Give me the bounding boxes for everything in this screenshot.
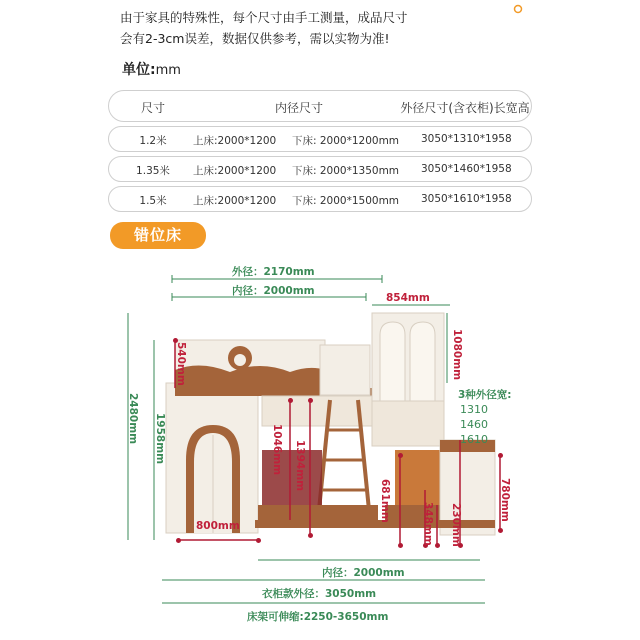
row-size: 1.2米 bbox=[139, 135, 167, 147]
header-outer: 外径尺寸(含衣柜)长宽高 bbox=[400, 101, 530, 115]
row-size: 1.35米 bbox=[136, 165, 170, 177]
measure-dot bbox=[435, 543, 440, 548]
dim-540: 540mm bbox=[175, 342, 187, 386]
unit-value: mm bbox=[155, 63, 181, 78]
note-line-1: 由于家具的特殊性，每个尺寸由手工测量，成品尺寸 bbox=[120, 10, 408, 25]
dim-cabinet-outer: 衣柜款外径：3050mm bbox=[262, 588, 377, 600]
row-outer: 3050*1610*1958 bbox=[421, 193, 512, 205]
row-outer: 3050*1460*1958 bbox=[421, 163, 512, 175]
measure-dot bbox=[256, 538, 261, 543]
dim-2480: 2480mm bbox=[127, 393, 139, 445]
measure-dot bbox=[288, 398, 293, 403]
row-upper: 上床:2000*1200 bbox=[193, 195, 277, 207]
header-size: 尺寸 bbox=[140, 101, 165, 115]
dim-cabinet-width: 854mm bbox=[386, 292, 430, 304]
dim-1958: 1958mm bbox=[154, 413, 166, 465]
bed-type-badge: 错位床 bbox=[110, 222, 206, 249]
note-line-2: 会有2-3cm误差，数据仅供参考，需以实物为准! bbox=[120, 31, 390, 46]
dim-1046: 1046mm bbox=[271, 424, 283, 476]
row-lower: 下床: 2000*1350mm bbox=[292, 165, 400, 177]
measure-dot bbox=[498, 528, 503, 533]
measure-dot bbox=[308, 398, 313, 403]
measure-dot bbox=[398, 453, 403, 458]
row-upper: 上床:2000*1200 bbox=[193, 135, 277, 147]
dim-681: 681mm bbox=[379, 479, 391, 523]
dim-800: 800mm bbox=[196, 520, 240, 532]
dim-inner-top: 内径：2000mm bbox=[232, 285, 315, 297]
dim-348: 348mm bbox=[422, 502, 434, 546]
row-lower: 下床: 2000*1200mm bbox=[292, 135, 400, 147]
measure-dot bbox=[398, 543, 403, 548]
measure-dot bbox=[176, 538, 181, 543]
dim-230: 230mm bbox=[450, 503, 462, 547]
dim-outer-top: 外径：2170mm bbox=[232, 266, 315, 278]
row-lower: 下床: 2000*1500mm bbox=[292, 195, 400, 207]
row-size: 1.5米 bbox=[139, 195, 167, 207]
widths-title: 3种外径宽: bbox=[458, 389, 512, 401]
dim-1394: 1394mm bbox=[294, 440, 306, 492]
dim-780: 780mm bbox=[499, 478, 511, 522]
row-outer: 3050*1310*1958 bbox=[421, 133, 512, 145]
dim-cabinet-height: 1080mm bbox=[451, 329, 463, 381]
dim-extend: 床架可伸缩:2250-3650mm bbox=[247, 611, 389, 623]
dim-inner-bottom: 内径：2000mm bbox=[322, 567, 405, 579]
header-inner: 内径尺寸 bbox=[274, 101, 323, 115]
width-option: 1460 bbox=[460, 418, 488, 431]
measure-dot bbox=[498, 453, 503, 458]
unit-prefix: 单位: bbox=[122, 62, 156, 78]
width-option: 1610 bbox=[460, 433, 488, 446]
width-option: 1310 bbox=[460, 403, 488, 416]
row-upper: 上床:2000*1200 bbox=[193, 165, 277, 177]
measure-dot bbox=[308, 533, 313, 538]
